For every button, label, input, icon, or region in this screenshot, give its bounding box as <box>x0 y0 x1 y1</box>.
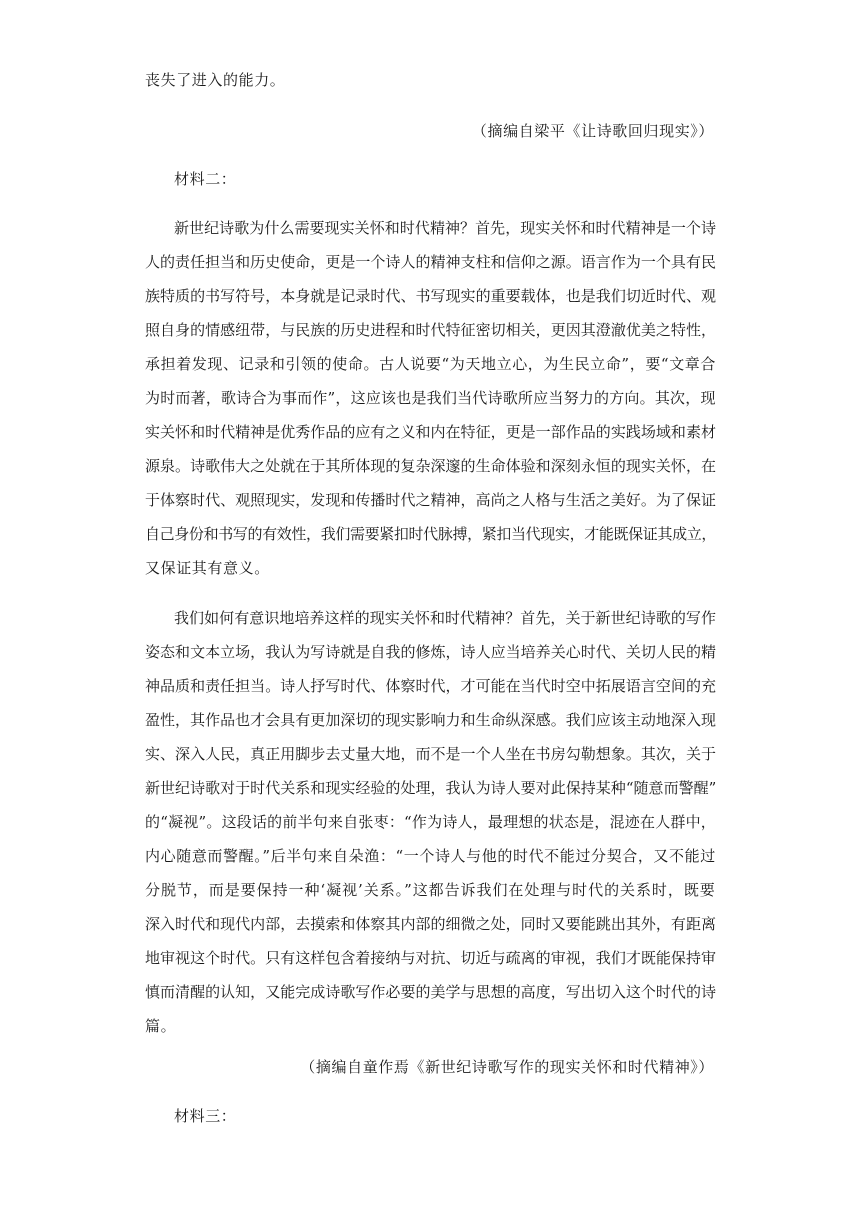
paragraph-1-line: 人的责任担当和历史使命，更是一个诗人的精神支柱和信仰之源。语言作为一个具有民 <box>145 253 717 271</box>
source-citation-2: （摘编自童作焉《新世纪诗歌写作的现实关怀和时代精神》） <box>300 1058 714 1076</box>
paragraph-1-line: 源泉。诗歌伟大之处就在于其所体现的复杂深邃的生命体验和深刻永恒的现实关怀，在 <box>145 457 717 475</box>
paragraph-2-line: 分脱节，而是要保持一种‘凝视’关系。”这都告诉我们在处理与时代的关系时，既要 <box>145 881 716 899</box>
paragraph-1-line: 实关怀和时代精神是优秀作品的应有之义和内在特征，更是一部作品的实践场域和素材 <box>145 423 717 441</box>
paragraph-2-line: 盈性，其作品也才会具有更加深切的现实影响力和生命纵深感。我们应该主动地深入现 <box>145 711 717 729</box>
heading-material-3: 材料三： <box>174 1107 237 1125</box>
paragraph-2-line: 神品质和责任担当。诗人抒写时代、体察时代，才可能在当代时空中拓展语言空间的充 <box>145 677 717 695</box>
paragraph-2-line: 慎而清醒的认知，又能完成诗歌写作必要的美学与思想的高度，写出切入这个时代的诗 <box>145 983 717 1001</box>
paragraph-2-line: 我们如何有意识地培养这样的现实关怀和时代精神？首先，关于新世纪诗歌的写作 <box>174 609 717 627</box>
paragraph-2-line: 深入时代和现代内部，去摸索和体察其内部的细微之处，同时又要能跳出其外，有距离 <box>145 915 717 933</box>
paragraph-1-line: 自己身份和书写的有效性，我们需要紧扣时代脉搏，紧扣当代现实，才能既保证其成立， <box>145 525 717 543</box>
paragraph-2-line: 姿态和文本立场，我认为写诗就是自我的修炼，诗人应当培养关心时代、关切人民的精 <box>145 643 717 661</box>
paragraph-1-line: 新世纪诗歌为什么需要现实关怀和时代精神？首先，现实关怀和时代精神是一个诗 <box>174 219 717 237</box>
paragraph-2-line: 实、深入人民，真正用脚步去丈量大地，而不是一个人坐在书房勾勒想象。其次，关于 <box>145 745 717 763</box>
paragraph-2-line: 地审视这个时代。只有这样包含着接纳与对抗、切近与疏离的审视，我们才既能保持审 <box>145 949 717 967</box>
paragraph-1-line: 族特质的书写符号，本身就是记录时代、书写现实的重要载体，也是我们切近时代、观 <box>145 287 717 305</box>
paragraph-2-line: 内心随意而警醒。”后半句来自朵渔：“一个诗人与他的时代不能过分契合，又不能过 <box>145 847 716 865</box>
paragraph-2-line: 篇。 <box>145 1017 177 1035</box>
paragraph-1-line: 照自身的情感纽带，与民族的历史进程和时代特征密切相关，更因其澄澈优美之特性， <box>145 321 717 339</box>
paragraph-1-line: 承担着发现、记录和引领的使命。古人说要“为天地立心，为生民立命”，要“文章合 <box>145 355 717 373</box>
paragraph-1-line: 又保证其有意义。 <box>145 559 270 577</box>
paragraph-1-line: 为时而著，歌诗合为事而作”，这应该也是我们当代诗歌所应当努力的方向。其次，现 <box>145 389 716 407</box>
paragraph-tail: 丧失了进入的能力。 <box>145 71 286 89</box>
paragraph-1-line: 于体察时代、观照现实，发现和传播时代之精神，高尚之人格与生活之美好。为了保证 <box>145 491 717 509</box>
source-citation-1: （摘编自梁平《让诗歌回归现实》） <box>471 122 714 140</box>
paragraph-2-line: 的“凝视”。这段话的前半句来自张枣：“作为诗人，最理想的状态是，混迹在人群中， <box>145 813 717 831</box>
paragraph-2-line: 新世纪诗歌对于时代关系和现实经验的处理，我认为诗人要对此保持某种“随意而警醒” <box>145 779 717 797</box>
heading-material-2: 材料二： <box>174 170 237 188</box>
